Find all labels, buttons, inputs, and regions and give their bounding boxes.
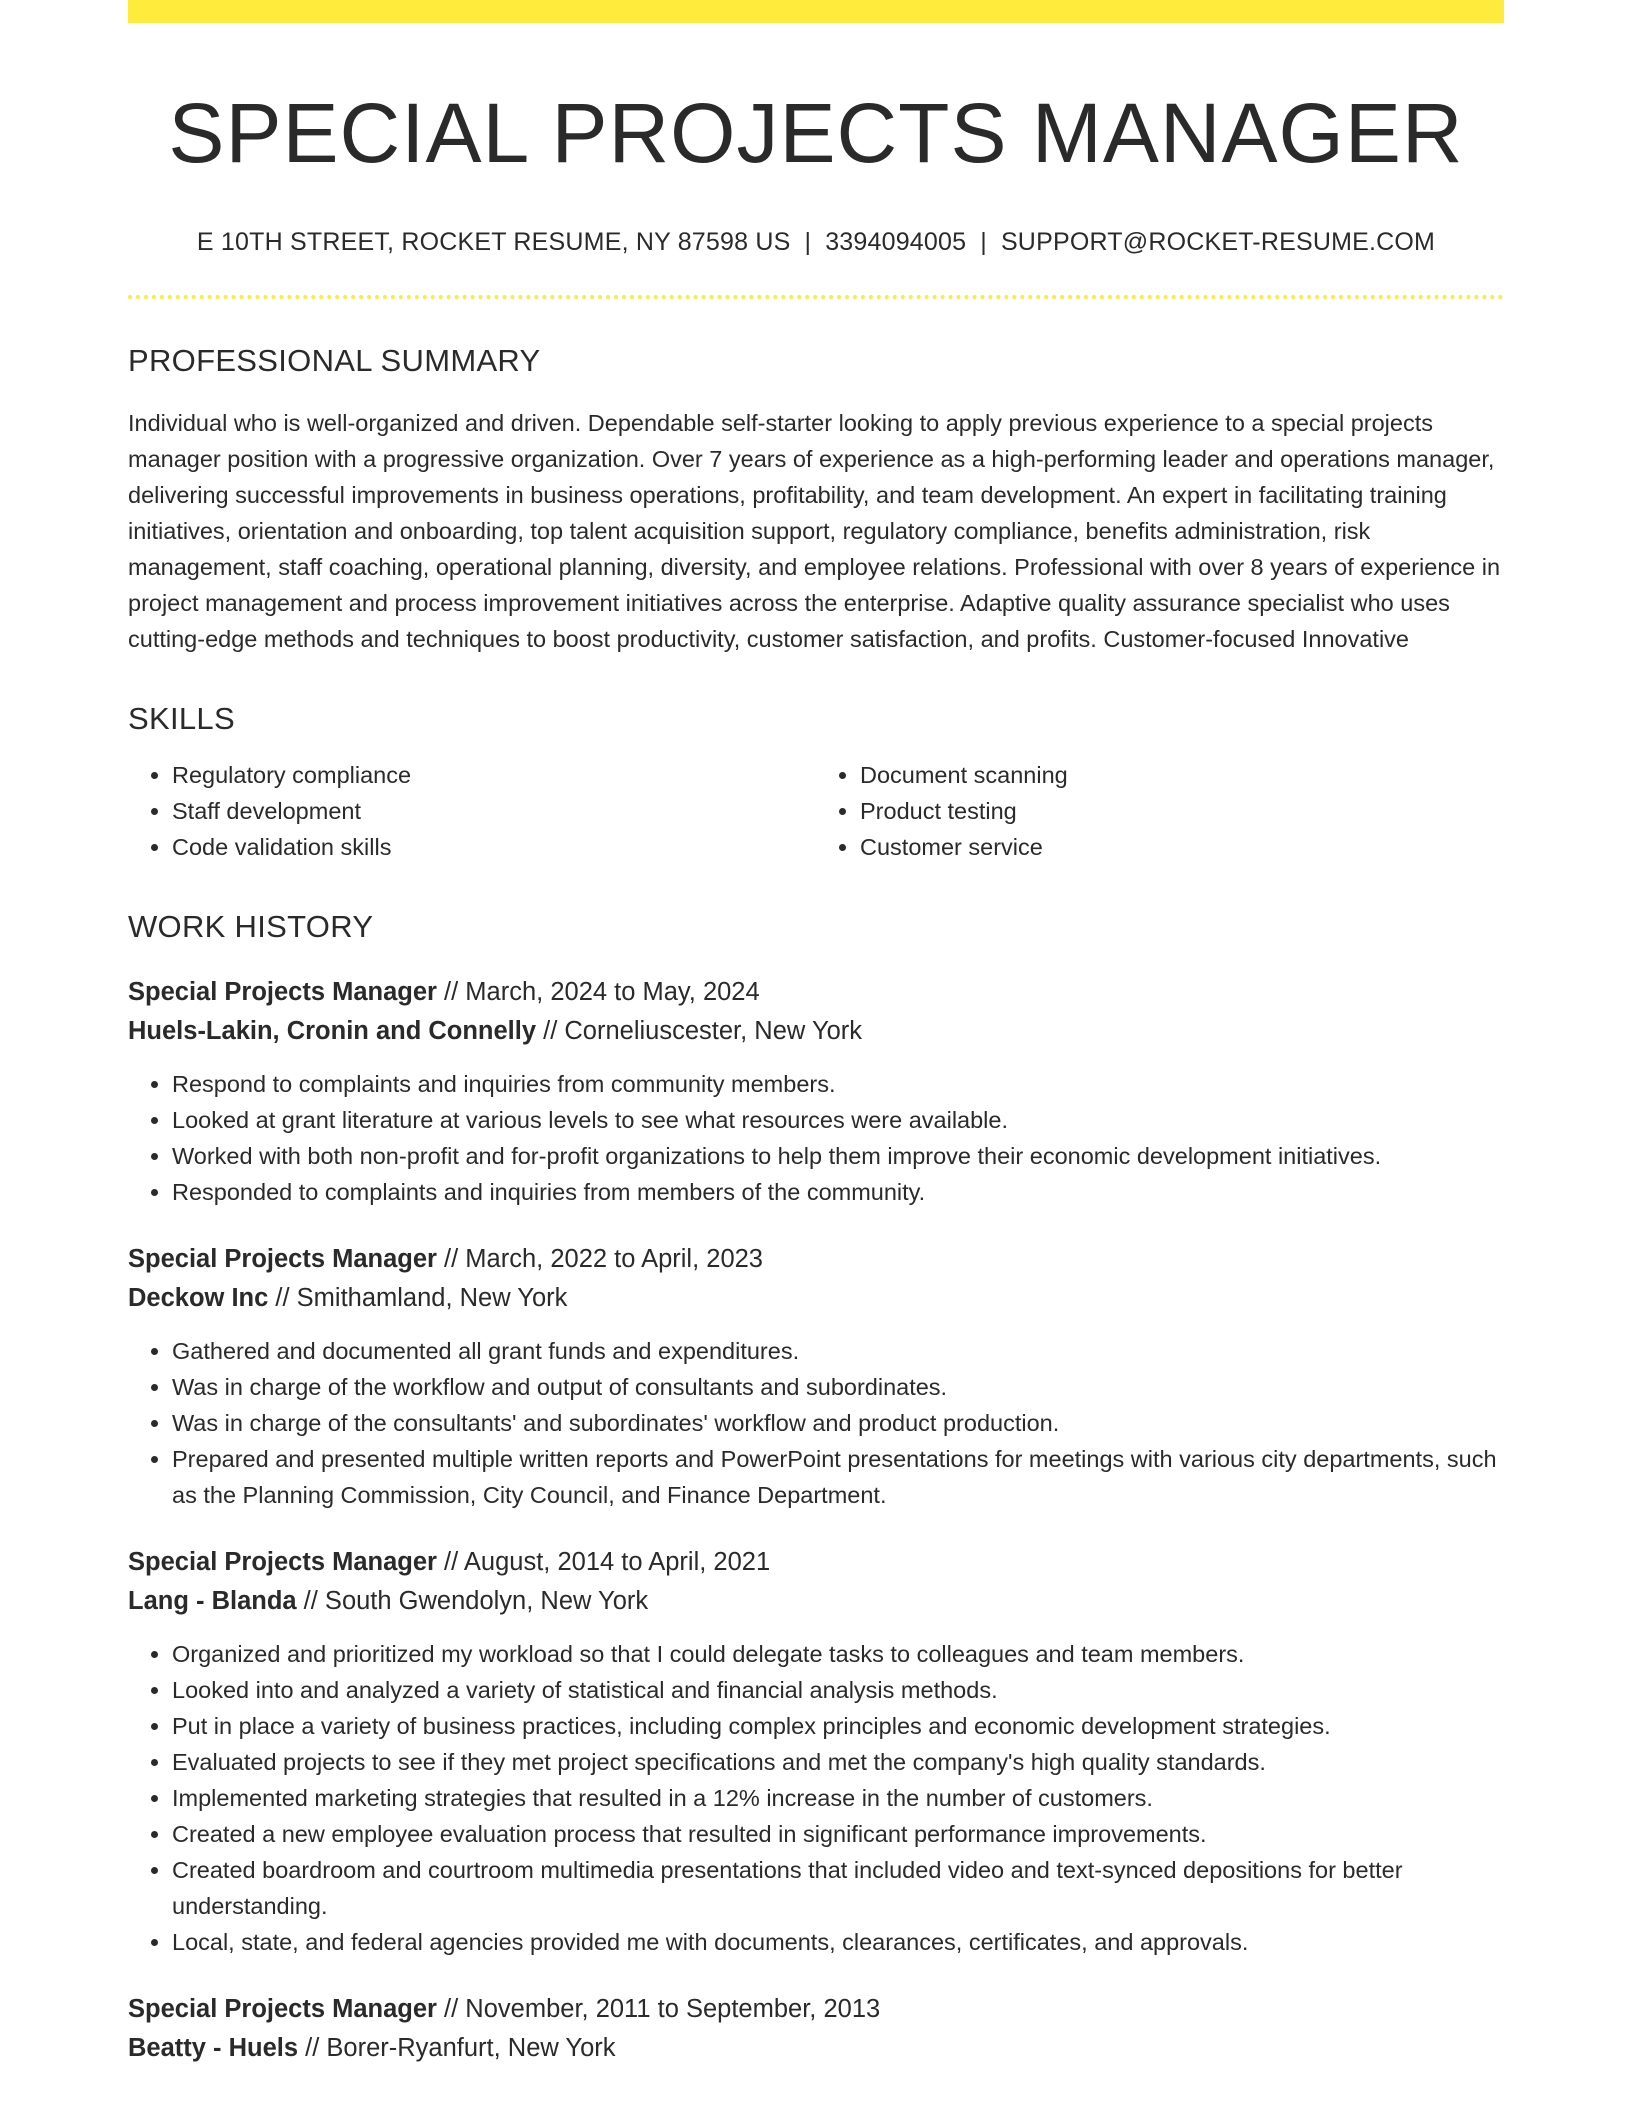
work-history-heading: WORK HISTORY — [128, 908, 374, 944]
skills-column-right — [816, 757, 1504, 865]
job-title-line — [128, 1990, 1504, 2029]
job-bullet: • Worked with both non-profit and for-profit organizations to help them improve their economic development initiatives. — [172, 1138, 1504, 1174]
job-bullet: • Implemented marketing strategies that resulted in a 12% increase in the number of customers. — [172, 1780, 1504, 1816]
job-bullet: • Evaluated projects to see if they met project specifications and met the company's high quality standards. — [172, 1744, 1504, 1780]
job-company: Deckow Inc — [128, 1283, 269, 1312]
job-bullet: • Respond to complaints and inquiries from community members. — [172, 1066, 1504, 1102]
job-bullet: • Gathered and documented all grant funds and expenditures. — [172, 1333, 1504, 1369]
job-company-line — [128, 1582, 1504, 1621]
skill-item: • Regulatory compliance — [172, 757, 816, 793]
job-role: Special Projects Manager — [128, 977, 437, 1006]
job-location: // South Gwendolyn, New York — [296, 1586, 649, 1615]
job-role: Special Projects Manager — [128, 1244, 437, 1273]
job-company-line — [128, 1279, 1504, 1318]
skills-grid — [128, 757, 1504, 865]
contact-phone: 3394094005 — [825, 227, 967, 256]
job-entry — [128, 973, 1504, 1210]
job-bullet: • Organized and prioritized my workload so that I could delegate tasks to colleagues and team members. — [172, 1636, 1504, 1672]
contact-email: SUPPORT@ROCKET-RESUME.COM — [1000, 227, 1436, 256]
skills-heading: SKILLS — [128, 700, 235, 736]
summary-text: Individual who is well-organized and driven. Dependable self-starter looking to apply previous experience to a special projects manager position with a progressive organization. Over 7 years of experience as a high-performing leader and operations manager, delivering successful improvements in business operations, profitability, and team development. An expert in facilitating training initiatives, orientation and onboarding, top talent acquisition support, regulatory compliance, benefits administration, risk management, staff coaching, operational planning, diversity, and employee relations. Professional with over 8 years of experience in project management and process improvement initiatives across the enterprise. Adaptive quality assurance specialist who uses cutting-edge methods and techniques to boost productivity, customer satisfaction, and profits. Customer-focused Innovative — [128, 409, 1501, 652]
job-entry — [128, 1240, 1504, 1513]
skill-item: • Document scanning — [860, 757, 1504, 793]
job-dates: // March, 2024 to May, 2024 — [436, 977, 760, 1006]
skill-item: • Product testing — [860, 793, 1504, 829]
job-bullet: • Was in charge of the consultants' and subordinates' workflow and product production. — [172, 1405, 1504, 1441]
job-role: Special Projects Manager — [128, 1994, 437, 2023]
header-divider — [128, 295, 1504, 299]
job-bullet: • Put in place a variety of business practices, including complex principles and economic development strategies. — [172, 1708, 1504, 1744]
job-bullet: • Prepared and presented multiple written reports and PowerPoint presentations for meetings with various city departments, such as the Planning Commission, City Council, and Finance Department. — [172, 1441, 1504, 1513]
contact-separator: | — [980, 227, 987, 256]
contact-address: E 10TH STREET, ROCKET RESUME, NY 87598 US — [196, 227, 791, 256]
job-dates: // March, 2022 to April, 2023 — [436, 1244, 763, 1273]
job-bullet: • Local, state, and federal agencies provided me with documents, clearances, certificates, and approvals. — [172, 1924, 1504, 1960]
job-dates: // November, 2011 to September, 2013 — [436, 1994, 881, 2023]
job-bullet: • Looked at grant literature at various levels to see what resources were available. — [172, 1102, 1504, 1138]
job-title-line — [128, 1240, 1504, 1279]
skill-item: • Code validation skills — [172, 829, 816, 865]
resume-page — [128, 0, 1504, 2068]
job-bullets — [128, 1066, 1504, 1210]
job-company: Lang - Blanda — [128, 1586, 297, 1615]
job-bullet: • Looked into and analyzed a variety of statistical and financial analysis methods. — [172, 1672, 1504, 1708]
job-dates: // August, 2014 to April, 2021 — [436, 1547, 771, 1576]
job-company-line — [128, 2029, 1504, 2068]
skills-column-left — [128, 757, 816, 865]
skill-item: • Staff development — [172, 793, 816, 829]
job-bullet: • Was in charge of the workflow and output of consultants and subordinates. — [172, 1369, 1504, 1405]
contact-line — [128, 228, 1504, 257]
job-role: Special Projects Manager — [128, 1547, 437, 1576]
job-entry — [128, 1990, 1504, 2068]
job-company: Beatty - Huels — [128, 2033, 299, 2062]
job-title-line — [128, 973, 1504, 1012]
job-bullets — [128, 1636, 1504, 1960]
job-location: // Corneliuscester, New York — [536, 1016, 863, 1045]
job-entry — [128, 1543, 1504, 1960]
accent-top-bar — [128, 0, 1504, 23]
skill-item: • Customer service — [860, 829, 1504, 865]
job-bullet: • Created a new employee evaluation process that resulted in significant performance improvements. — [172, 1816, 1504, 1852]
job-location: // Borer-Ryanfurt, New York — [298, 2033, 616, 2062]
summary-heading: PROFESSIONAL SUMMARY — [128, 342, 541, 378]
job-location: // Smithamland, New York — [268, 1283, 568, 1312]
job-company: Huels-Lakin, Cronin and Connelly — [128, 1016, 537, 1045]
job-company-line — [128, 1012, 1504, 1051]
job-bullet: • Responded to complaints and inquiries from members of the community. — [172, 1174, 1504, 1210]
job-bullets — [128, 1333, 1504, 1513]
resume-title: SPECIAL PROJECTS MANAGER — [168, 86, 1464, 180]
job-title-line — [128, 1543, 1504, 1582]
job-bullet: • Created boardroom and courtroom multimedia presentations that included video and text-synced depositions for better understanding. — [172, 1852, 1504, 1924]
contact-separator: | — [804, 227, 812, 256]
